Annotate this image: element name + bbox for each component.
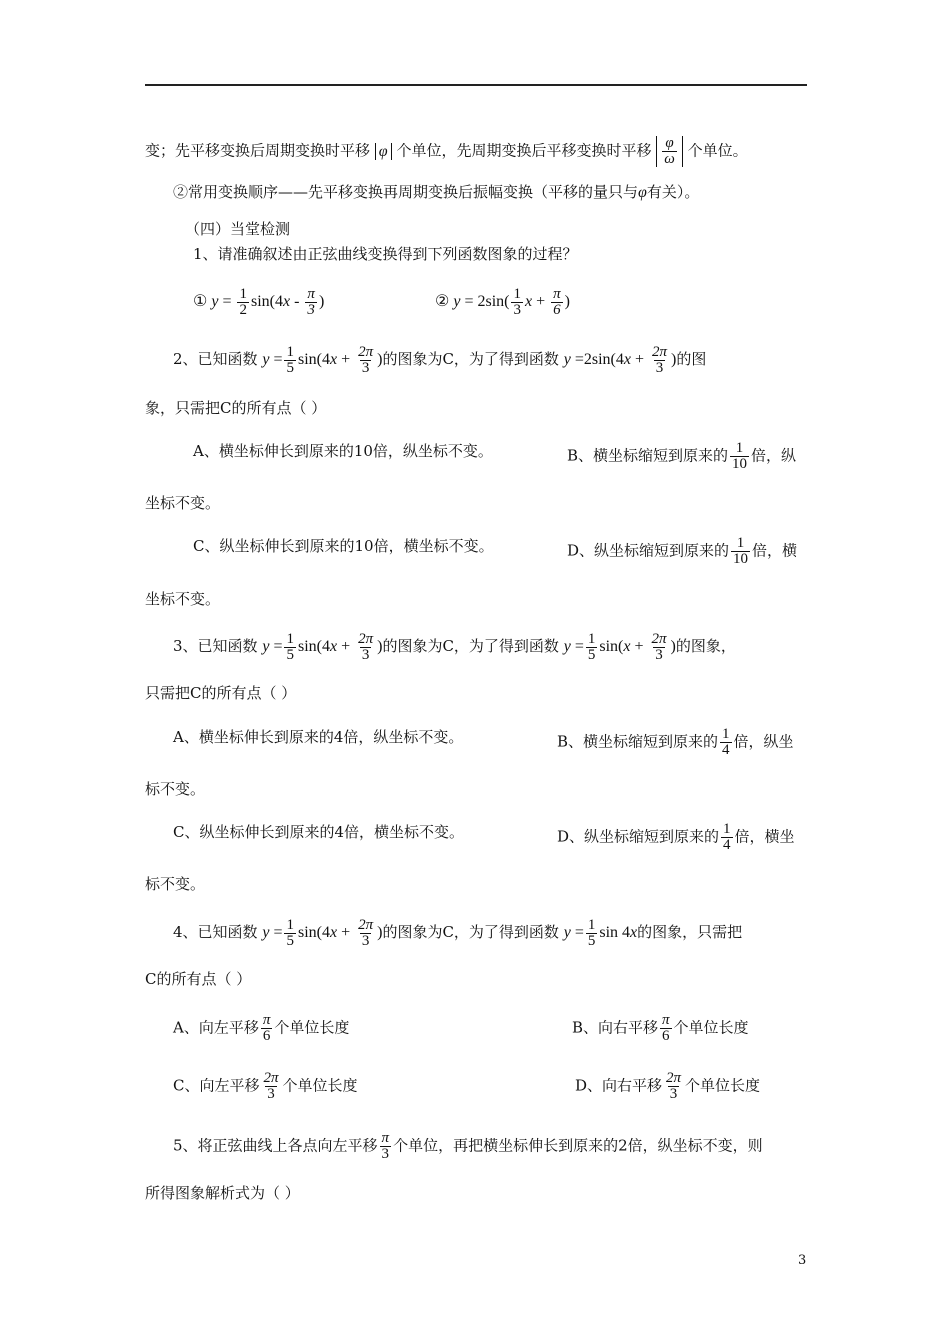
var-y: y	[211, 293, 219, 311]
q3-mid: 的图象为C，为了得到函数	[382, 637, 559, 656]
q2-mid: 的图象为C，为了得到函数	[382, 350, 559, 369]
fraction	[380, 1131, 392, 1162]
q5-lead: 5、将正弦曲线上各点向左平移	[173, 1136, 378, 1155]
plus: +	[337, 638, 355, 656]
frac-denominator: 2	[239, 302, 247, 318]
coefficient: 2	[477, 293, 486, 311]
fraction	[284, 632, 296, 663]
paren-close: )	[377, 924, 383, 942]
q3-option-b	[557, 727, 794, 758]
q2-formula-1	[262, 344, 383, 376]
frac-numerator: π	[381, 1130, 390, 1146]
q3-formula-2	[563, 631, 676, 663]
frac-numerator: φ	[665, 135, 674, 151]
q2-option-b	[567, 441, 796, 472]
q5-cont: 所得图象解析式为（ ）	[145, 1184, 300, 1202]
var-x: x	[329, 924, 338, 942]
q3-tail: 的图象，	[675, 637, 736, 656]
frac-numerator: 1	[722, 726, 730, 742]
formula-label: ②	[435, 293, 450, 311]
option-b-post: 个单位长度	[673, 1018, 749, 1037]
q2-lead: 2、已知函数	[173, 350, 258, 369]
frac-numerator: 1	[513, 286, 521, 302]
frac-denominator: 3	[381, 1146, 390, 1162]
frac-denominator: 3	[361, 360, 370, 376]
frac-numerator: 1	[723, 821, 731, 837]
formula-label: ①	[193, 293, 208, 311]
sin: sin	[599, 638, 619, 656]
frac-denominator: 6	[662, 1028, 670, 1044]
equals: =	[464, 293, 474, 311]
q3-cont: 只需把C的所有点（ ）	[145, 684, 297, 702]
frac-denominator: 3	[361, 933, 370, 949]
frac-denominator: 5	[587, 647, 596, 663]
frac-denominator: 10	[733, 551, 749, 567]
q1-text: 1、请准确叙述由正弦曲线变换得到下列函数图象的过程？	[193, 245, 578, 263]
var-y: y	[563, 638, 571, 656]
frac-denominator: 6	[553, 302, 561, 318]
q5-question	[173, 1131, 763, 1162]
plus: +	[337, 351, 355, 369]
frac-denominator: 5	[587, 933, 596, 949]
q2-question	[173, 345, 706, 376]
q3-option-a: A、横坐标伸长到原来的4倍，纵坐标不变。	[173, 728, 464, 746]
paren-4: (4	[610, 351, 624, 369]
sin: sin	[297, 924, 317, 942]
phi-symbol: φ	[638, 184, 647, 201]
coefficient: 2	[583, 351, 592, 369]
paren-close: )	[377, 638, 383, 656]
q4-option-c	[173, 1071, 358, 1102]
option-d-post: 倍，横坐	[734, 827, 795, 846]
fraction	[356, 918, 375, 949]
q4-option-a	[173, 1013, 349, 1044]
equals: =	[574, 638, 584, 656]
sin: sin	[591, 351, 611, 369]
q3-lead: 3、已知函数	[173, 637, 258, 656]
frac-numerator: 2π	[358, 631, 374, 647]
q3-option-c: C、纵坐标伸长到原来的4倍，横坐标不变。	[173, 823, 465, 841]
paren-open: (	[504, 293, 510, 311]
frac-denominator: 3	[655, 647, 663, 663]
fraction	[305, 287, 317, 318]
frac-numerator: π	[662, 1012, 670, 1028]
fraction	[720, 727, 732, 758]
equals: =	[574, 924, 584, 942]
page-number: 3	[798, 1253, 807, 1268]
paren-close: )	[318, 293, 325, 311]
frac-denominator: ω	[664, 151, 675, 167]
intro-line-2	[173, 182, 699, 203]
q4-formula-1	[262, 917, 383, 949]
fraction	[551, 287, 563, 318]
q1-formula-1	[193, 287, 324, 318]
fraction	[664, 1071, 683, 1102]
intro-line2-text-a: ②常用变换顺序——先平移变换再周期变换后振幅变换（平移的量只与	[173, 183, 639, 201]
paren-close: )	[670, 638, 676, 656]
paren-4: (4	[316, 924, 330, 942]
frac-numerator: 1	[735, 440, 744, 456]
q2-option-d	[567, 536, 797, 567]
paren-4: (4	[269, 293, 283, 311]
frac-denominator: 4	[723, 837, 731, 853]
q4-lead: 4、已知函数	[173, 923, 258, 942]
equals: =	[273, 638, 283, 656]
frac-denominator: 4	[722, 742, 730, 758]
option-d-pre: D、纵坐标缩短到原来的	[567, 541, 730, 560]
q2-option-b-cont: 坐标不变。	[145, 494, 221, 512]
fraction	[261, 1013, 273, 1044]
fraction	[660, 1013, 672, 1044]
equals: =	[222, 293, 232, 311]
fraction	[721, 822, 733, 853]
fraction	[261, 1071, 280, 1102]
sin: sin	[250, 293, 270, 311]
sin: sin	[297, 351, 317, 369]
fraction	[356, 632, 375, 663]
var-x: x	[630, 924, 638, 942]
minus: -	[290, 293, 304, 311]
q3-option-d	[557, 822, 795, 853]
q2-formula-2	[563, 344, 677, 376]
option-a-post: 个单位长度	[274, 1018, 350, 1037]
equals: =	[574, 351, 584, 369]
q1-formula-2	[435, 287, 570, 318]
option-b-pre: B、横坐标缩短到原来的	[557, 732, 719, 751]
q5-tail: 个单位，再把横坐标伸长到原来的2倍，纵坐标不变，则	[393, 1136, 763, 1155]
var-x: x	[329, 351, 338, 369]
q3-formula-1	[262, 631, 383, 663]
fraction	[586, 632, 598, 663]
fraction	[237, 287, 249, 318]
intro-line-1	[145, 136, 748, 167]
sin: sin	[485, 293, 505, 311]
q3-option-d-cont: 标不变。	[145, 875, 206, 893]
var-y: y	[262, 351, 270, 369]
frac-numerator: π	[307, 286, 315, 302]
paren-close: )	[377, 351, 383, 369]
q4-question	[173, 918, 742, 949]
option-a-pre: A、向左平移	[173, 1018, 259, 1037]
equals: =	[273, 924, 283, 942]
equals: =	[273, 351, 283, 369]
fraction	[650, 632, 669, 663]
fraction-phi-omega	[662, 136, 677, 167]
option-d-post: 倍，横	[752, 541, 798, 560]
frac-numerator: π	[262, 1012, 271, 1028]
var-x: x	[329, 638, 338, 656]
section-title: （四）当堂检测	[185, 220, 291, 238]
frac-numerator: 1	[239, 286, 247, 302]
frac-denominator: 10	[732, 456, 748, 472]
fraction	[650, 345, 669, 376]
intro-text-a: 变；先平移变换后周期变换时平移	[145, 141, 371, 160]
frac-denominator: 6	[262, 1028, 271, 1044]
frac-denominator: 3	[307, 302, 315, 318]
fraction	[284, 918, 296, 949]
fraction	[284, 345, 296, 376]
fraction	[586, 918, 598, 949]
option-b-pre: B、向右平移	[572, 1018, 659, 1037]
var-x: x	[623, 351, 631, 369]
var-x: x	[282, 293, 291, 311]
option-d-post: 个单位长度	[685, 1076, 761, 1095]
option-c-post: 个单位长度	[282, 1076, 358, 1095]
var-x: x	[623, 638, 631, 656]
fraction	[731, 536, 750, 567]
q4-option-d	[575, 1071, 760, 1102]
option-b-pre: B、横坐标缩短到原来的	[567, 446, 729, 465]
frac-numerator: π	[553, 286, 561, 302]
paren-close: )	[564, 293, 570, 311]
plus: +	[630, 638, 648, 656]
frac-numerator: 2π	[651, 631, 667, 647]
frac-numerator: 2π	[652, 344, 668, 360]
frac-numerator: 2π	[358, 917, 374, 933]
var-y: y	[262, 638, 270, 656]
var-y: y	[563, 924, 571, 942]
sin-4: sin 4	[599, 924, 631, 942]
frac-numerator: 1	[286, 344, 294, 360]
frac-denominator: 3	[361, 647, 370, 663]
sin: sin	[297, 638, 317, 656]
q4-formula-2	[563, 917, 638, 949]
intro-text-b: 个单位，先周期变换后平移变换时平移	[396, 141, 652, 160]
paren-close: )	[671, 351, 677, 369]
plus: +	[630, 351, 648, 369]
frac-numerator: 1	[286, 631, 294, 647]
frac-denominator: 5	[286, 647, 294, 663]
intro-text-c: 个单位。	[687, 141, 748, 160]
var-y: y	[563, 351, 571, 369]
option-b-post: 倍，纵	[751, 446, 797, 465]
q2-cont: 象，只需把C的所有点（ ）	[145, 399, 327, 417]
abs-phi-over-omega	[656, 136, 683, 167]
q2-option-a: A、横坐标伸长到原来的10倍，纵坐标不变。	[193, 442, 493, 460]
option-d-pre: D、向右平移	[575, 1076, 663, 1095]
frac-numerator: 2π	[358, 344, 374, 360]
frac-numerator: 2π	[263, 1070, 279, 1086]
q4-option-b	[572, 1013, 749, 1044]
frac-denominator: 5	[286, 360, 294, 376]
frac-numerator: 1	[587, 631, 596, 647]
q3-question	[173, 632, 736, 663]
q4-tail: 的图象，只需把	[637, 923, 743, 942]
q2-option-c: C、纵坐标伸长到原来的10倍，横坐标不变。	[193, 537, 494, 555]
q2-option-d-cont: 坐标不变。	[145, 590, 221, 608]
plus: +	[337, 924, 355, 942]
paren-open: (	[618, 638, 624, 656]
var-y: y	[262, 924, 270, 942]
var-x: x	[524, 293, 533, 311]
paren-4: (4	[316, 638, 330, 656]
header-rule	[145, 84, 807, 86]
option-c-pre: C、向左平移	[173, 1076, 260, 1095]
frac-denominator: 5	[286, 933, 294, 949]
q3-option-b-cont: 标不变。	[145, 780, 206, 798]
frac-denominator: 3	[655, 360, 664, 376]
fraction	[356, 345, 375, 376]
var-y: y	[453, 293, 461, 311]
frac-numerator: 1	[286, 917, 294, 933]
option-d-pre: D、纵坐标缩短到原来的	[557, 827, 720, 846]
frac-numerator: 1	[587, 917, 596, 933]
fraction	[511, 287, 523, 318]
frac-numerator: 2π	[666, 1070, 682, 1086]
frac-denominator: 3	[267, 1086, 275, 1102]
plus: +	[532, 293, 550, 311]
paren-4: (4	[316, 351, 330, 369]
frac-denominator: 3	[669, 1086, 678, 1102]
frac-numerator: 1	[736, 535, 745, 551]
q2-tail: 的图	[676, 350, 707, 369]
fraction	[730, 441, 749, 472]
q4-mid: 的图象为C，为了得到函数	[382, 923, 559, 942]
intro-line2-text-b: 有关）。	[646, 183, 700, 201]
option-b-post: 倍，纵坐	[733, 732, 794, 751]
q4-cont: C的所有点（ ）	[145, 970, 252, 988]
abs-phi: φ	[375, 143, 392, 160]
frac-denominator: 3	[513, 302, 521, 318]
